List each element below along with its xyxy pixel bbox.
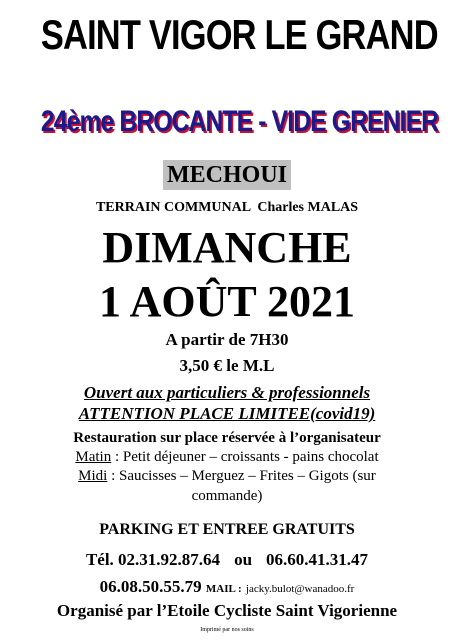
- mechoui-banner: [0, 160, 454, 190]
- phone-3: 06.08.50.55.79: [99, 577, 202, 596]
- printed-note: Imprimé par nos soins: [200, 627, 254, 633]
- venue-text: TERRAIN COMMUNAL Charles MALAS: [95, 200, 359, 215]
- event-date: 1 AOÛT 2021: [99, 277, 355, 326]
- phone-1: Tél. 02.31.92.87.64: [85, 550, 221, 569]
- attention-text: [0, 404, 454, 424]
- mail-label: MAIL :: [205, 583, 242, 595]
- mechoui-label: MECHOUI: [163, 160, 291, 190]
- attention-label: ATTENTION PLACE LIMITEE(covid19): [78, 404, 376, 423]
- phone-separator: ou: [234, 550, 253, 569]
- parking-text: PARKING ET ENTREE GRATUITS: [99, 521, 355, 538]
- price-text: 3,50 € le M.L: [179, 356, 275, 375]
- restauration-text: Restauration sur place réservée à l’organisateur: [73, 430, 381, 446]
- phone-2: 06.60.41.31.47: [266, 550, 369, 569]
- midi-line: [57, 466, 397, 506]
- matin-label: Matin: [75, 449, 112, 465]
- phone-mail-line: [0, 576, 454, 600]
- start-time: A partir de 7H30: [165, 330, 289, 349]
- event-day: DIMANCHE: [102, 223, 352, 272]
- open-to-label: Ouvert aux particuliers & professionnels: [83, 383, 371, 402]
- phone-line: [0, 549, 454, 571]
- mail-address: jacky.bulot@wanadoo.fr: [245, 583, 355, 595]
- open-to-text: [0, 383, 454, 403]
- event-subtitle: 24ème BROCANTE - VIDE GRENIER: [40, 105, 439, 138]
- organizer-text: Organisé par l’Etoile Cycliste Saint Vigorienne: [56, 601, 398, 620]
- matin-line: [0, 447, 454, 467]
- matin-text: : Petit déjeuner – croissants - pains chocolat: [111, 449, 379, 465]
- poster-title: SAINT VIGOR LE GRAND: [40, 11, 438, 58]
- midi-text: : Saucisses – Merguez – Frites – Gigots (sur commande): [107, 468, 376, 504]
- midi-label: Midi: [78, 468, 108, 484]
